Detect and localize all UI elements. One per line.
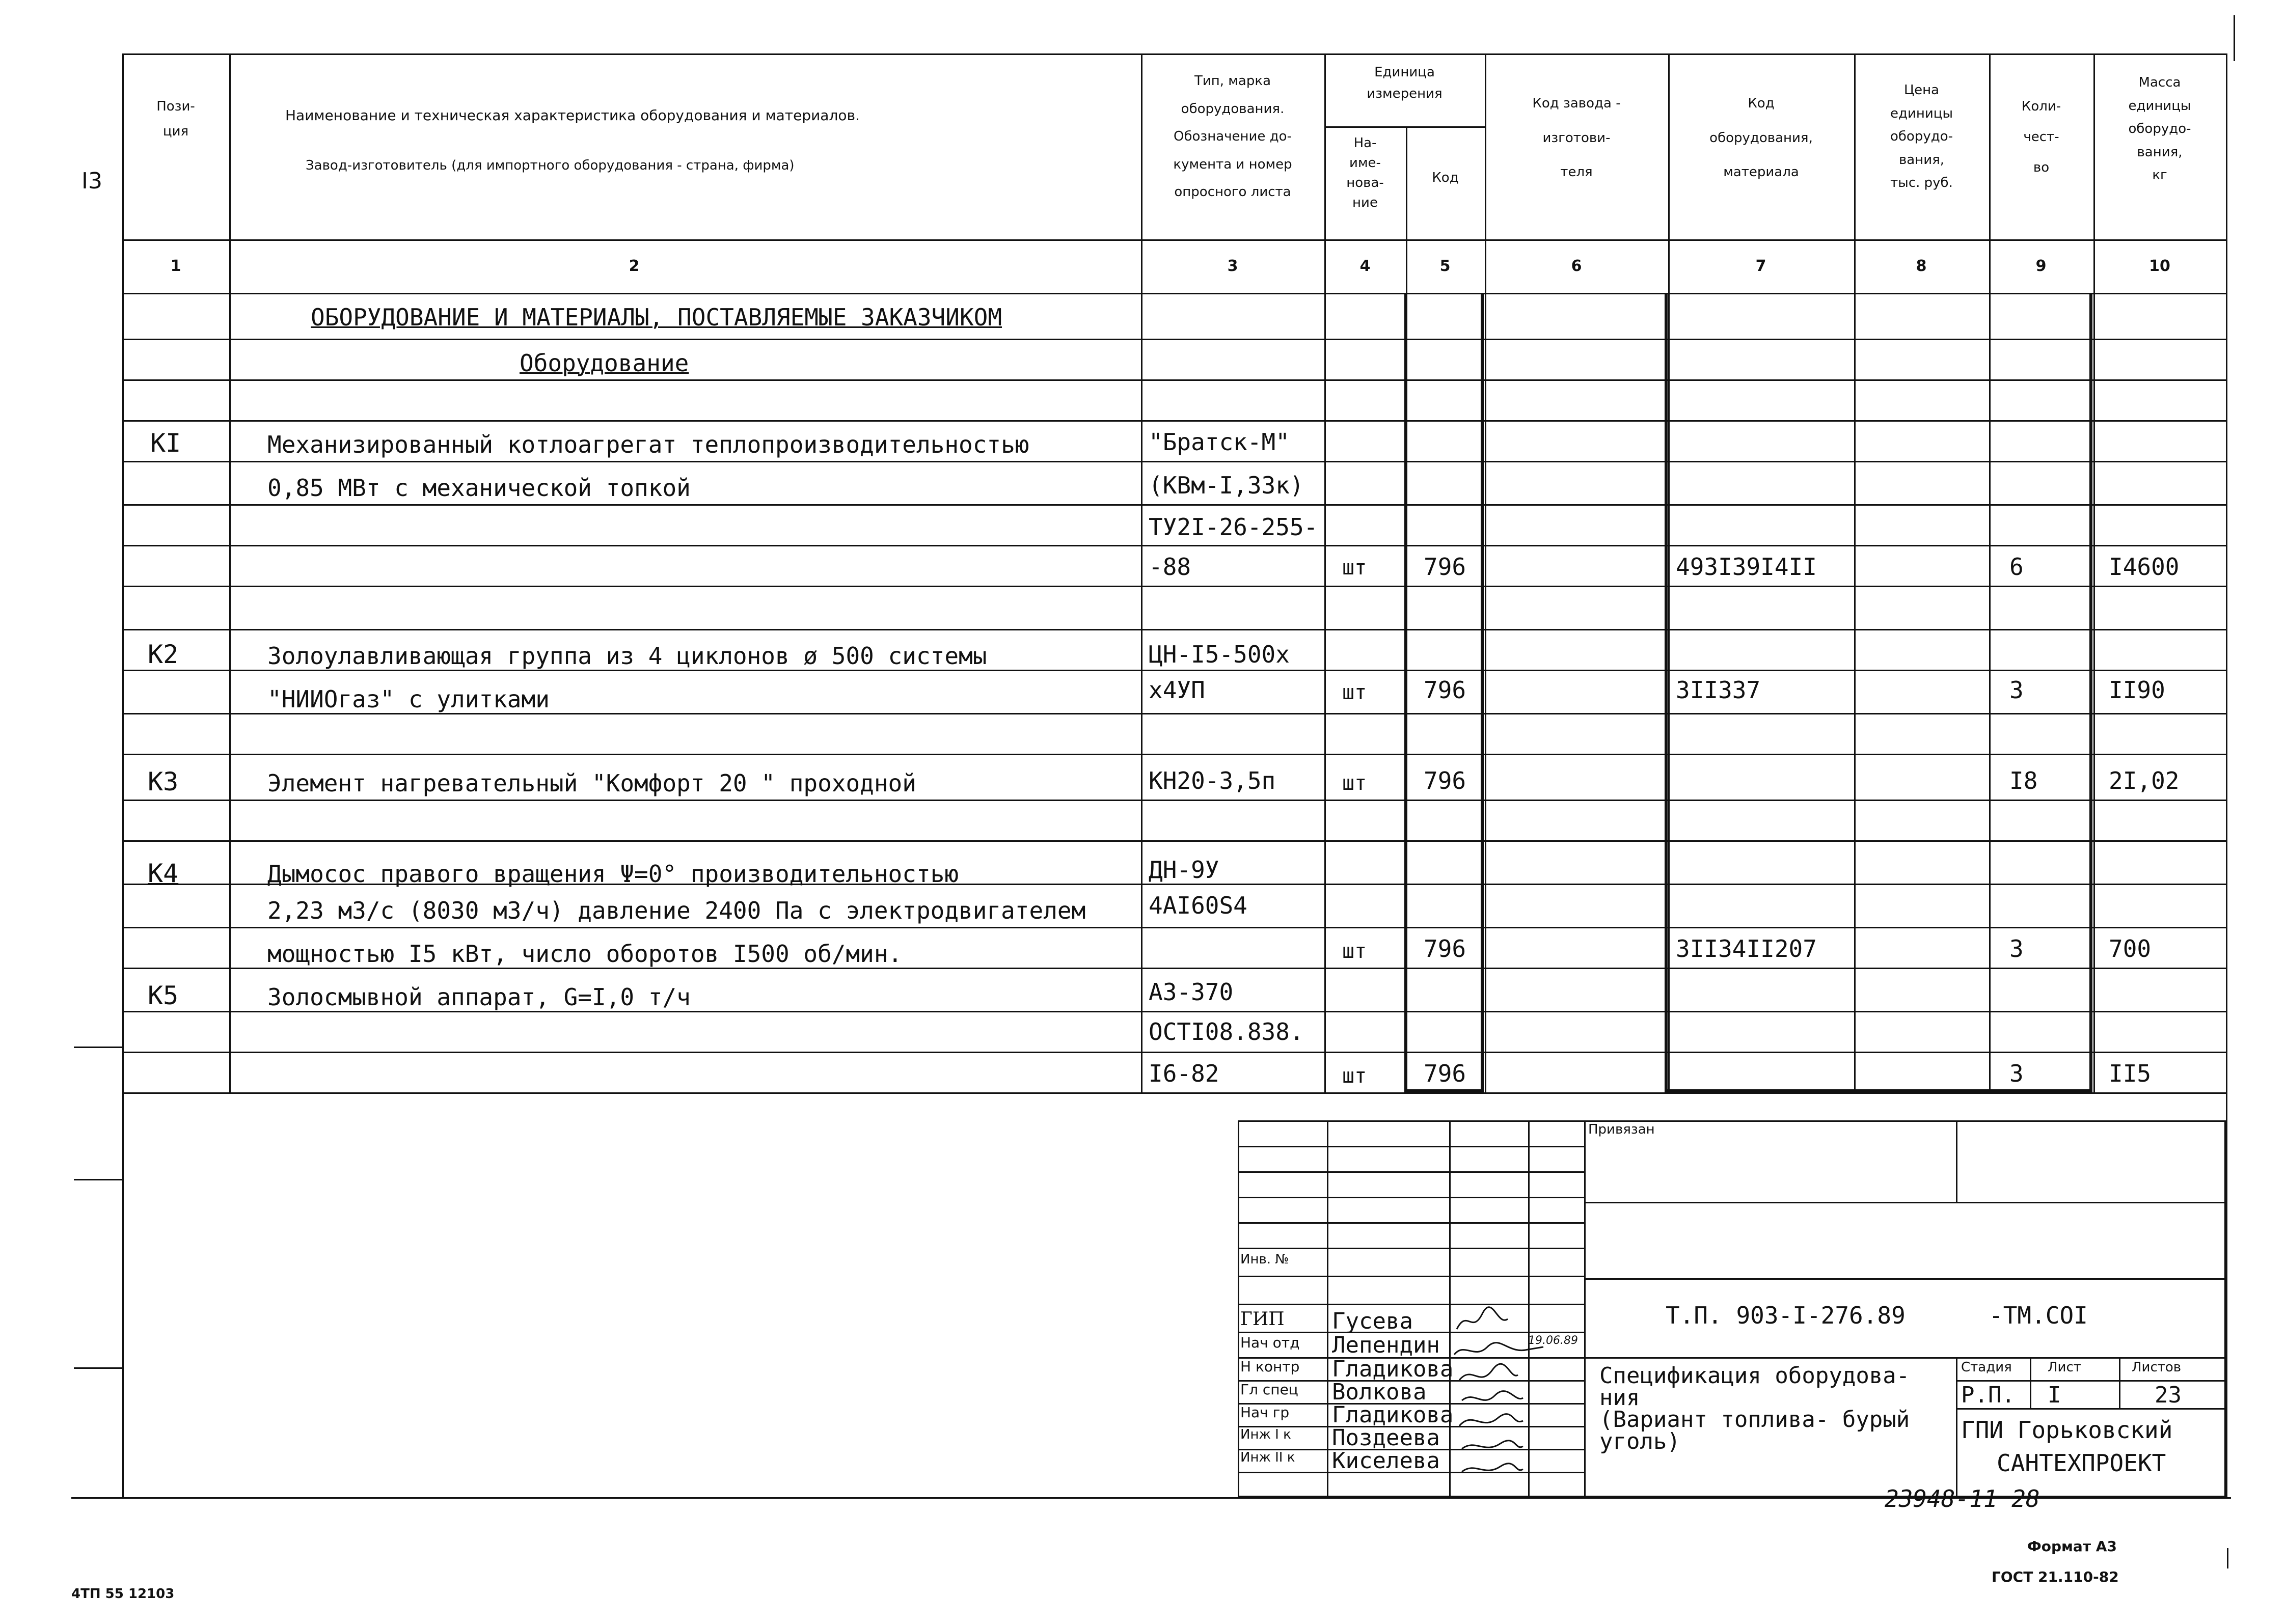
name-head-group: Гладикова bbox=[1332, 1402, 1454, 1428]
k4-unit: шт bbox=[1342, 940, 1367, 963]
k1-type-line1: "Братск-М" bbox=[1149, 428, 1290, 456]
k4-quantity: 3 bbox=[2009, 935, 2024, 962]
k5-type-line1: АЗ-370 bbox=[1149, 978, 1234, 1006]
header-position: Пози- ция bbox=[156, 99, 195, 140]
k2-type-line1: ЦН-I5-500х bbox=[1149, 641, 1290, 668]
col-number: 4 bbox=[1359, 257, 1371, 275]
k1-type-line3: ТУ2I-26-255- bbox=[1149, 513, 1318, 541]
header-type: Тип, марка оборудования. Обозначение до- кумента и номер опросного листа bbox=[1173, 73, 1292, 200]
k3-type-line1: КН20-3,5п bbox=[1149, 767, 1276, 794]
row-line bbox=[122, 1092, 2226, 1094]
document-title: Спецификация оборудова- ния (Вариант топлива- бурый уголь) bbox=[1599, 1363, 1910, 1455]
section-subtitle: Оборудование bbox=[520, 349, 689, 377]
stage-label: Стадия bbox=[1961, 1360, 2012, 1375]
k2-mass: II90 bbox=[2109, 676, 2165, 704]
signatures-image bbox=[1452, 1299, 1584, 1497]
archive-number: 23948-11 28 bbox=[1885, 1485, 2040, 1512]
k5-unit-code: 796 bbox=[1424, 1060, 1466, 1087]
unit-subheader-line bbox=[1324, 126, 1485, 128]
col-number: 2 bbox=[629, 257, 640, 275]
header-bottom-line bbox=[122, 239, 2226, 241]
name-gip: Гусева bbox=[1332, 1308, 1413, 1334]
section-title: ОБОРУДОВАНИЕ И МАТЕРИАЛЫ, ПОСТАВЛЯЕМЫЕ ЗАКАЗЧИКОМ bbox=[311, 304, 1002, 331]
col-line bbox=[2093, 53, 2095, 1092]
name-norm-control: Гладикова bbox=[1332, 1356, 1454, 1382]
k4-mass: 700 bbox=[2109, 935, 2152, 962]
margin-tick bbox=[74, 1047, 122, 1048]
name-engineer-2: Киселева bbox=[1332, 1448, 1440, 1474]
stamp-line bbox=[2030, 1357, 2031, 1408]
document-code: Т.П. 903-I-276.89 bbox=[1666, 1302, 1906, 1329]
name-chief-spec: Волкова bbox=[1332, 1379, 1427, 1405]
privyazan-label: Привязан bbox=[1588, 1122, 1655, 1137]
gost-label: ГОСТ 21.110-82 bbox=[1992, 1568, 2119, 1585]
k3-name-line1: Элемент нагревательный "Комфорт 20 " проходной bbox=[267, 769, 916, 797]
col-number: 8 bbox=[1916, 257, 1927, 275]
k5-position: К5 bbox=[148, 981, 179, 1010]
organization-line1: ГПИ Горьковский bbox=[1961, 1416, 2173, 1444]
k1-unit-code: 796 bbox=[1424, 553, 1466, 581]
k1-position: КI bbox=[150, 428, 181, 458]
format-label: Формат А3 bbox=[2027, 1538, 2117, 1555]
k1-name-line1: Механизированный котлоагрегат теплопроизводительностью bbox=[267, 431, 1029, 458]
k2-equipment-code: 3II337 bbox=[1676, 676, 1761, 704]
stamp-line bbox=[1956, 1408, 2226, 1410]
stamp-line bbox=[1238, 1171, 1584, 1173]
table-top-border bbox=[122, 53, 2226, 55]
role-chief-spec: Гл спец bbox=[1240, 1381, 1298, 1398]
k4-equipment-code: 3II34II207 bbox=[1676, 935, 1817, 962]
k2-name-line2: "НИИОгаз" с улитками bbox=[267, 685, 550, 713]
k3-unit-code: 796 bbox=[1424, 767, 1466, 794]
role-norm-control: Н контр bbox=[1240, 1358, 1300, 1375]
col-line bbox=[2226, 53, 2227, 1092]
k4-unit-code: 796 bbox=[1424, 935, 1466, 962]
k3-quantity: I8 bbox=[2009, 767, 2038, 794]
sheet-label: Лист bbox=[2048, 1360, 2081, 1375]
col-number: 9 bbox=[2035, 257, 2047, 275]
inventory-number-label: Инв. № bbox=[1240, 1252, 1289, 1267]
stamp-line bbox=[1238, 1197, 1584, 1198]
k2-position: К2 bbox=[148, 640, 179, 669]
k1-type-line4: -88 bbox=[1149, 553, 1191, 581]
header-mass: Масса единицы оборудо- вания, кг bbox=[2128, 75, 2191, 183]
name-engineer-1: Поздеева bbox=[1332, 1425, 1440, 1451]
k4-position: К4 bbox=[148, 859, 179, 888]
header-unit: Единица измерения bbox=[1367, 65, 1443, 101]
header-unit-code: Код bbox=[1432, 170, 1459, 185]
col-number: 7 bbox=[1755, 257, 1766, 275]
margin-number: I3 bbox=[81, 168, 102, 194]
k5-type-line2: ОСТI08.838. bbox=[1149, 1018, 1304, 1045]
col-line bbox=[1485, 53, 1486, 1092]
k4-type-line1: ДН-9У bbox=[1149, 856, 1219, 884]
sheet-value: I bbox=[2048, 1382, 2061, 1408]
edge-mark bbox=[2234, 15, 2235, 61]
header-name-line2: Завод-изготовитель (для импортного оборудования - страна, фирма) bbox=[306, 158, 795, 173]
k2-unit: шт bbox=[1342, 681, 1367, 704]
k5-mass: II5 bbox=[2109, 1060, 2152, 1087]
right-border bbox=[2226, 1092, 2227, 1497]
bottom-code: 4ТП 55 12103 bbox=[71, 1586, 175, 1602]
stamp-line bbox=[1238, 1248, 1584, 1249]
role-engineer-2: Инж II к bbox=[1240, 1450, 1295, 1465]
sheets-label: Листов bbox=[2132, 1360, 2182, 1375]
k1-unit: шт bbox=[1342, 556, 1367, 580]
k3-position: К3 bbox=[148, 767, 179, 796]
stamp-line bbox=[1584, 1357, 2226, 1359]
k4-name-line3: мощностью I5 кВт, число оборотов I500 об/мин. bbox=[267, 940, 903, 968]
k4-name-line2: 2,23 м3/с (8030 м3/ч) давление 2400 Па с электродвигателем bbox=[267, 897, 1086, 924]
role-head-group: Нач гр bbox=[1240, 1404, 1290, 1421]
k5-type-line3: I6-82 bbox=[1149, 1060, 1219, 1087]
k3-unit: шт bbox=[1342, 772, 1367, 795]
header-factory-code: Код завода - изготови- теля bbox=[1532, 96, 1621, 180]
header-unit-name: На- име- нова- ние bbox=[1346, 135, 1384, 210]
stamp-line bbox=[1327, 1120, 1328, 1497]
k2-unit-code: 796 bbox=[1424, 676, 1466, 704]
stage-value: Р.П. bbox=[1961, 1382, 2015, 1408]
role-head-dept: Нач отд bbox=[1240, 1334, 1300, 1351]
role-gip: ГИП bbox=[1240, 1309, 1285, 1330]
signature-date: 19.06.89 bbox=[1528, 1334, 1578, 1347]
stamp-line bbox=[1584, 1278, 2226, 1280]
col-number: 6 bbox=[1571, 257, 1582, 275]
k5-unit: шт bbox=[1342, 1064, 1367, 1088]
k1-name-line2: 0,85 МВт с механической топкой bbox=[267, 474, 691, 502]
k2-quantity: 3 bbox=[2009, 676, 2024, 704]
col-number: 1 bbox=[170, 257, 181, 275]
k4-type-line2: 4АI60S4 bbox=[1149, 892, 1247, 919]
col-number: 3 bbox=[1227, 257, 1238, 275]
stamp-line bbox=[1956, 1380, 2226, 1382]
header-name-line1: Наименование и техническая характеристика оборудования и материалов. bbox=[285, 107, 860, 124]
document-code-suffix: -ТМ.СОI bbox=[1989, 1302, 2088, 1329]
stamp-line bbox=[1956, 1120, 1957, 1202]
sheets-value: 23 bbox=[2155, 1382, 2182, 1408]
k1-mass: I4600 bbox=[2109, 553, 2180, 581]
margin-tick bbox=[74, 1179, 122, 1180]
k5-name-line1: Золосмывной аппарат, G=I,0 т/ч bbox=[267, 983, 691, 1011]
col-number: 10 bbox=[2149, 257, 2170, 275]
k3-mass: 2I,02 bbox=[2109, 767, 2180, 794]
k2-type-line2: х4УП bbox=[1149, 676, 1205, 704]
stamp-line bbox=[1956, 1357, 1957, 1497]
col-line bbox=[229, 53, 231, 1092]
header-price: Цена единицы оборудо- вания, тыс. руб. bbox=[1890, 82, 1953, 190]
role-engineer-1: Инж I к bbox=[1240, 1427, 1291, 1442]
stamp-line bbox=[1238, 1222, 1584, 1224]
k1-quantity: 6 bbox=[2009, 553, 2024, 581]
col-line bbox=[122, 53, 124, 1497]
k1-type-line2: (КВм-I,33к) bbox=[1149, 472, 1304, 499]
stamp-line bbox=[1584, 1202, 2226, 1203]
organization-line2: САНТЕХПРОЕКТ bbox=[1997, 1449, 2166, 1477]
col-number: 5 bbox=[1439, 257, 1451, 275]
col-line bbox=[1141, 53, 1142, 1092]
header-equipment-code: Код оборудования, материала bbox=[1709, 96, 1813, 180]
margin-tick bbox=[74, 1367, 122, 1369]
header-quantity: Коли- чест- во bbox=[2021, 99, 2061, 175]
stamp-line bbox=[1584, 1120, 1586, 1497]
name-head-dept: Лепендин bbox=[1332, 1332, 1440, 1358]
stamp-line bbox=[1238, 1146, 1584, 1147]
k4-name-line1: Дымосос правого вращения Ψ=0° производительностью bbox=[267, 860, 959, 888]
k1-equipment-code: 493I39I4II bbox=[1676, 553, 1817, 581]
edge-mark bbox=[2227, 1548, 2228, 1568]
k2-name-line1: Золоулавливающая группа из 4 циклонов ø 500 системы bbox=[267, 642, 987, 670]
k5-quantity: 3 bbox=[2009, 1060, 2024, 1087]
stamp-line bbox=[1238, 1276, 1584, 1277]
stamp-line bbox=[2119, 1357, 2120, 1408]
stamp-line bbox=[1449, 1120, 1451, 1497]
